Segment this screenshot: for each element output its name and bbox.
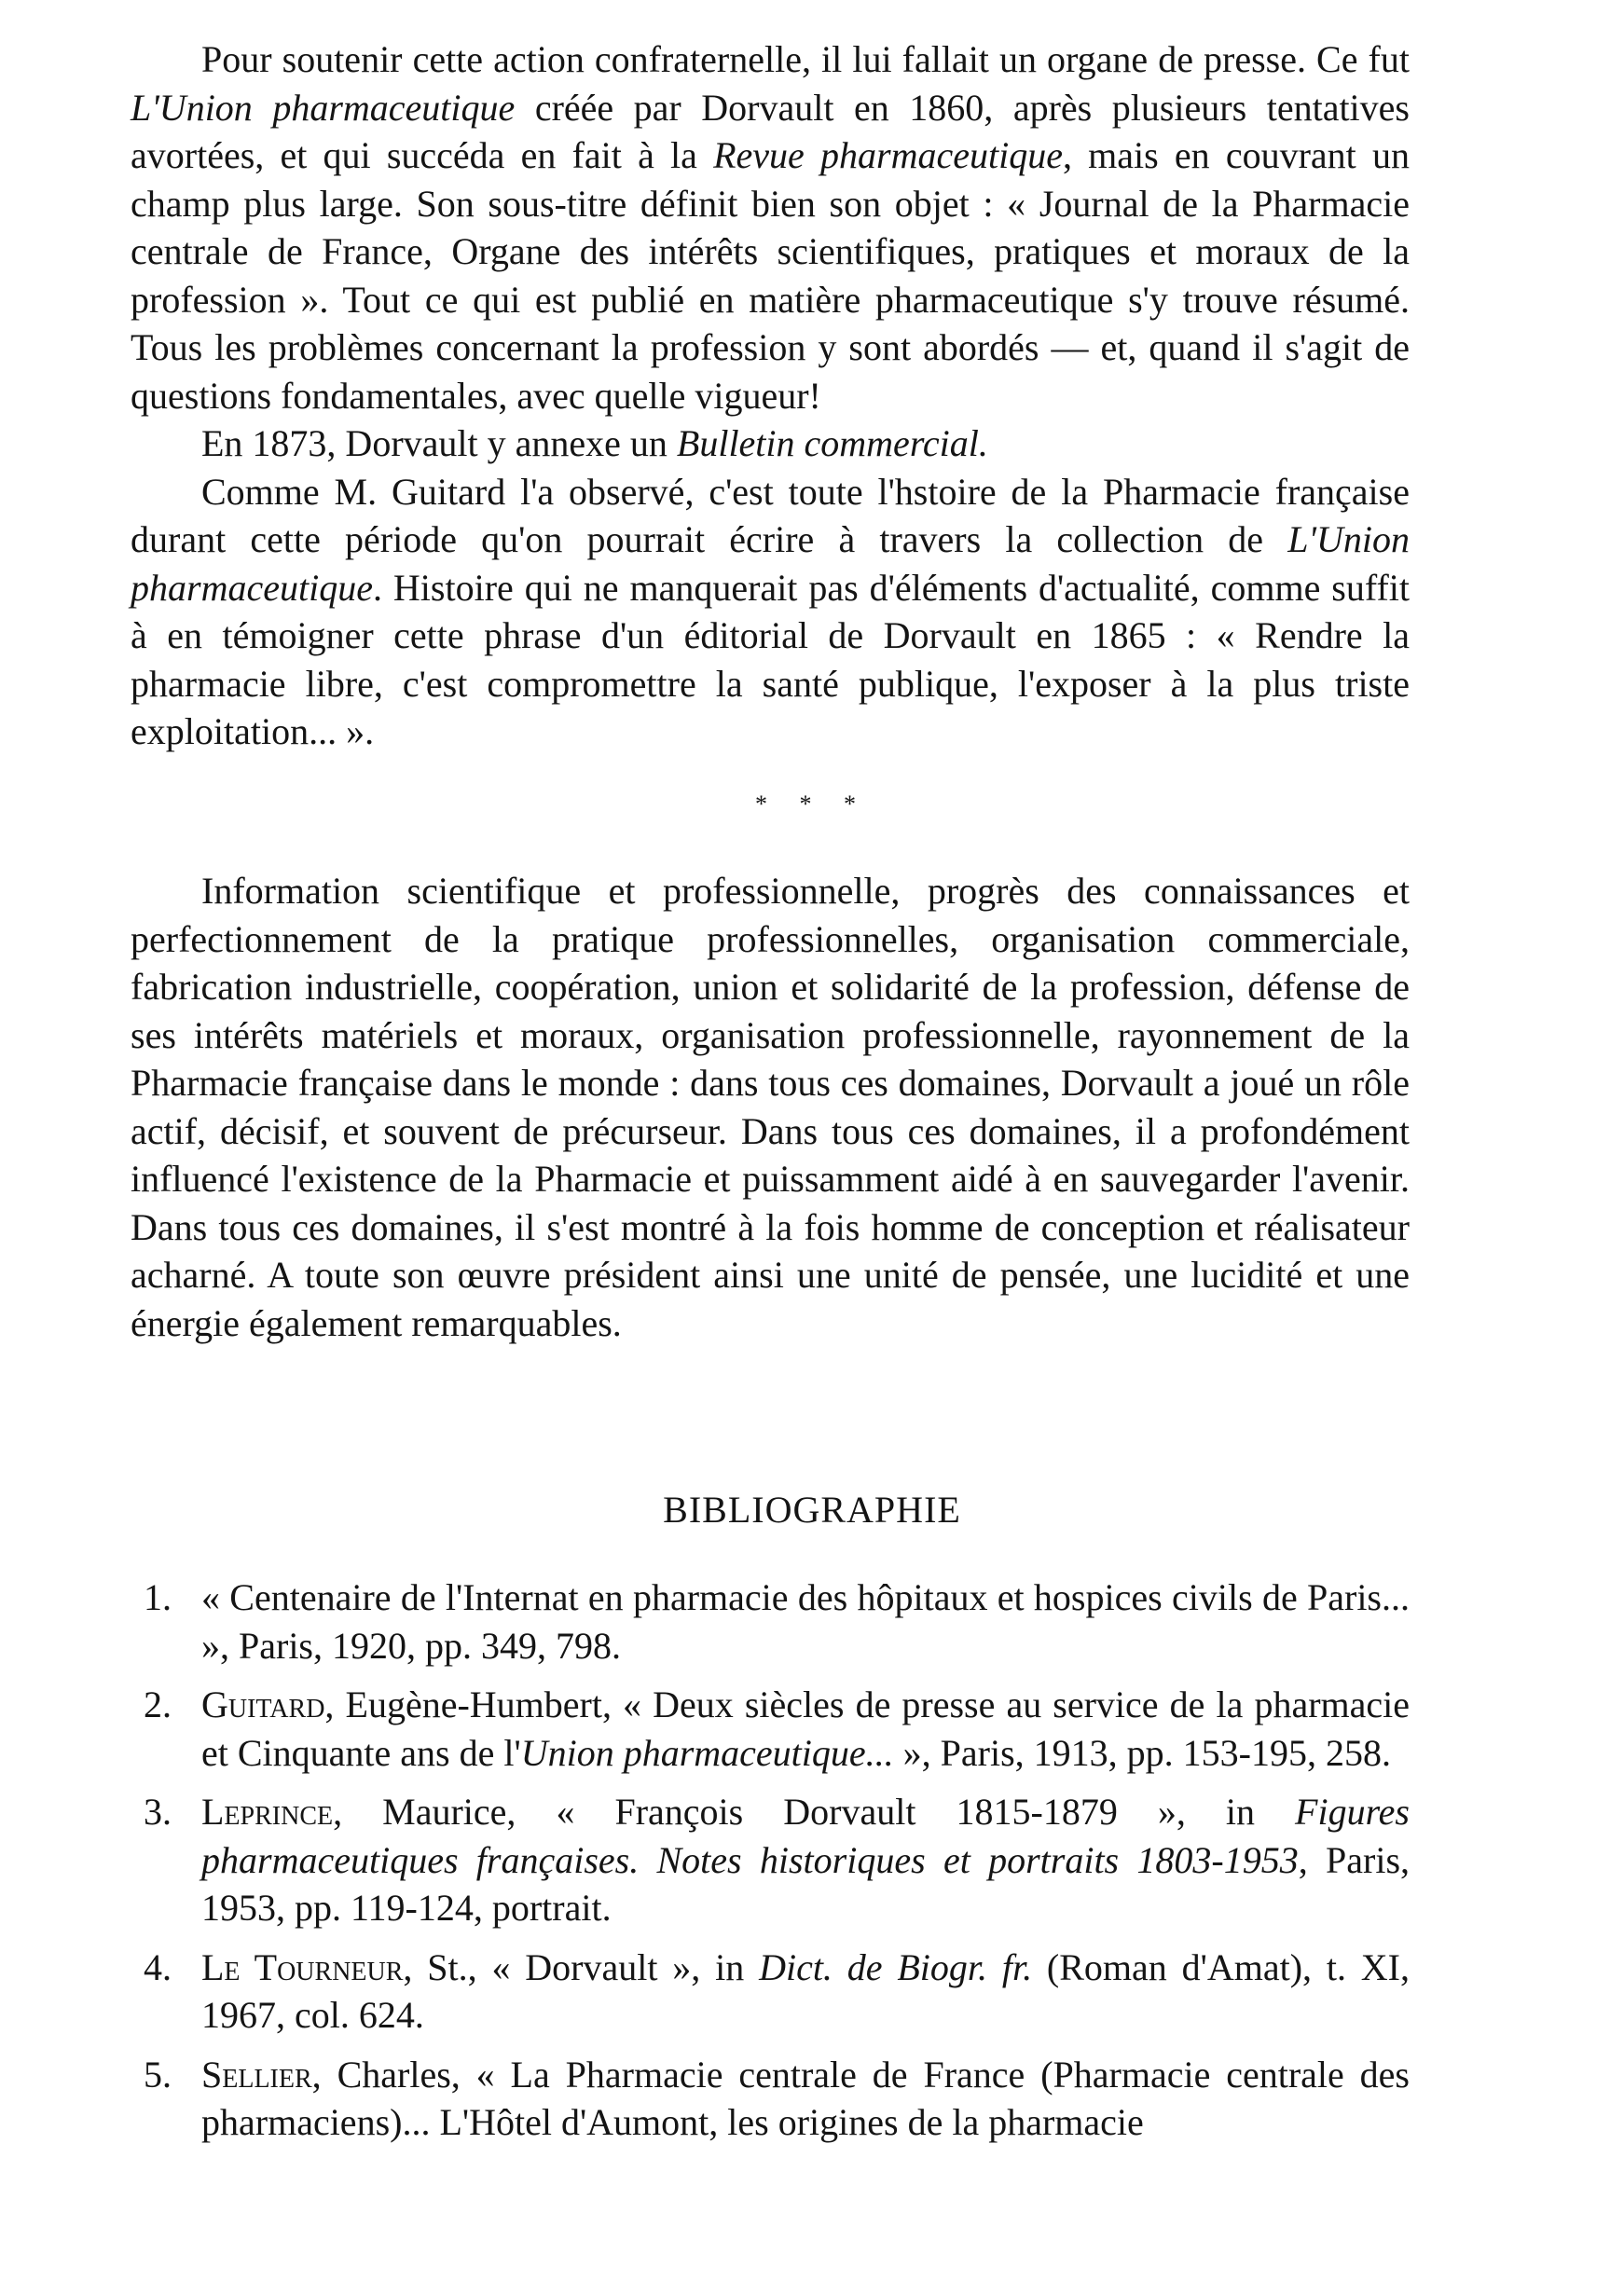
- text-run: , Eugène-Humbert, « Deux siècles de presse au service de la pharmacie et Cinquante ans de l': [201, 1683, 1410, 1774]
- text-run: . Histoire qui ne manquerait pas d'éléments d'actualité, comme suffit à en témoigner cette phrase d'un éditorial de Dorvault en 1865 : « Rendre la pharmacie libre, c'est compromettre la santé publique, l'exposer à la plus triste exploitation... ».: [131, 566, 1410, 752]
- entry-number: 2.: [144, 1683, 172, 1725]
- text-run: », Paris, 1913, pp. 153-195, 258.: [893, 1731, 1391, 1774]
- italic-title: Revue pharmaceutique: [713, 134, 1063, 176]
- text-run: créée par Dorvault en 1860, après plusieurs tentatives avortées, et qui succéda en fait à la: [131, 86, 1410, 176]
- entry-number: 3.: [144, 1791, 172, 1833]
- text-run: , Charles, « La Pharmacie centrale de France (Pharmacie centrale des pharmaciens)... L'Hôtel d'Aumont, les origines de la pharmacie: [201, 2053, 1410, 2143]
- body-text: [131, 35, 1410, 756]
- body-paragraph: [131, 468, 1410, 756]
- italic-title: L'Union pharmaceutique: [131, 518, 1410, 609]
- text-run: « Centenaire de l'Internat en pharmacie des hôpitaux et hospices civils de Paris... », Paris, 1920, pp. 349, 798.: [201, 1576, 1410, 1667]
- bibliography-entry: [131, 1681, 1410, 1777]
- entry-number: 1.: [144, 1576, 172, 1618]
- italic-title: Bulletin commercial.: [676, 422, 988, 464]
- body-paragraph: [131, 419, 1410, 468]
- bibliography-entry: [131, 2051, 1410, 2147]
- author-surname: Guitard: [201, 1683, 325, 1725]
- bibliography-heading: BIBLIOGRAPHIE: [663, 1489, 961, 1531]
- text-run: En 1873, Dorvault y annexe un: [201, 422, 677, 464]
- text-run: , mais en couvrant un champ plus large. Son sous-titre définit bien son objet : « Journal de la Pharmacie centrale de France, Organe des intérêts scientifiques, pratiques et moraux de la profession ». Tout ce qui est publié en matière pharmaceutique s'y trouve résumé. Tous les problèmes concernant la profession y sont abordés — et, quand il s'agit de questions fondamentales, avec quelle vigueur!: [131, 134, 1410, 417]
- text-run: Pour soutenir cette action confraternelle, il lui fallait un organe de presse. Ce fut: [201, 38, 1410, 80]
- text-run: Comme M. Guitard l'a observé, c'est toute l'hstoire de la Pharmacie française durant cette période qu'on pourrait écrire à travers la collection de: [131, 470, 1410, 560]
- bibliography-entry: [131, 1944, 1410, 2040]
- entry-number: 4.: [144, 1945, 172, 1988]
- bibliography-entry: [131, 1788, 1410, 1932]
- section-separator: * * *: [755, 790, 869, 818]
- author-surname: Leprince: [201, 1791, 334, 1833]
- body-paragraph: [131, 35, 1410, 419]
- text-run: , Paris, 1953, pp. 119-124, portrait.: [201, 1838, 1411, 1929]
- conclusion-paragraph: Information scientifique et professionnelle, progrès des connaissances et perfectionnement de la pratique professionnelles, organisation commerciale, fabrication industrielle, coopération, union et solidarité de la profession, défense de ses intérêts matériels et moraux, organisation professionnelle, rayonnement de la Pharmacie française dans le monde : dans tous ces domaines, Dorvault a joué un rôle actif, décisif, et souvent de précurseur. Dans tous ces domaines, il a profondément influencé l'existence de la Pharmacie et puissamment aidé à en sauvegarder l'avenir. Dans tous ces domaines, il s'est montré à la fois homme de conception et réalisateur acharné. A toute son œuvre président ainsi une unité de pensée, une lucidité et une énergie également remarquables.: [131, 870, 1410, 1344]
- bibliography-list: [131, 1574, 1410, 2158]
- bibliography-entry: [131, 1574, 1410, 1670]
- text-run: , St., « Dorvault », in: [403, 1945, 760, 1988]
- italic-title: Dict. de Biogr. fr.: [759, 1945, 1033, 1988]
- italic-title: Union pharmaceutique...: [520, 1731, 894, 1774]
- text-run: , Maurice, « François Dorvault 1815-1879 », in: [333, 1791, 1296, 1833]
- author-surname: Le Tourneur: [201, 1945, 404, 1988]
- text-run: (Roman d'Amat), t. XI, 1967, col. 624.: [201, 1945, 1410, 2036]
- italic-title: L'Union pharmaceutique: [131, 86, 516, 129]
- author-surname: Sellier: [201, 2053, 312, 2096]
- entry-number: 5.: [144, 2053, 172, 2096]
- conclusion-text: [131, 867, 1410, 1347]
- italic-title: Figures pharmaceutiques françaises. Notes historiques et portraits 1803-1953: [201, 1791, 1410, 1881]
